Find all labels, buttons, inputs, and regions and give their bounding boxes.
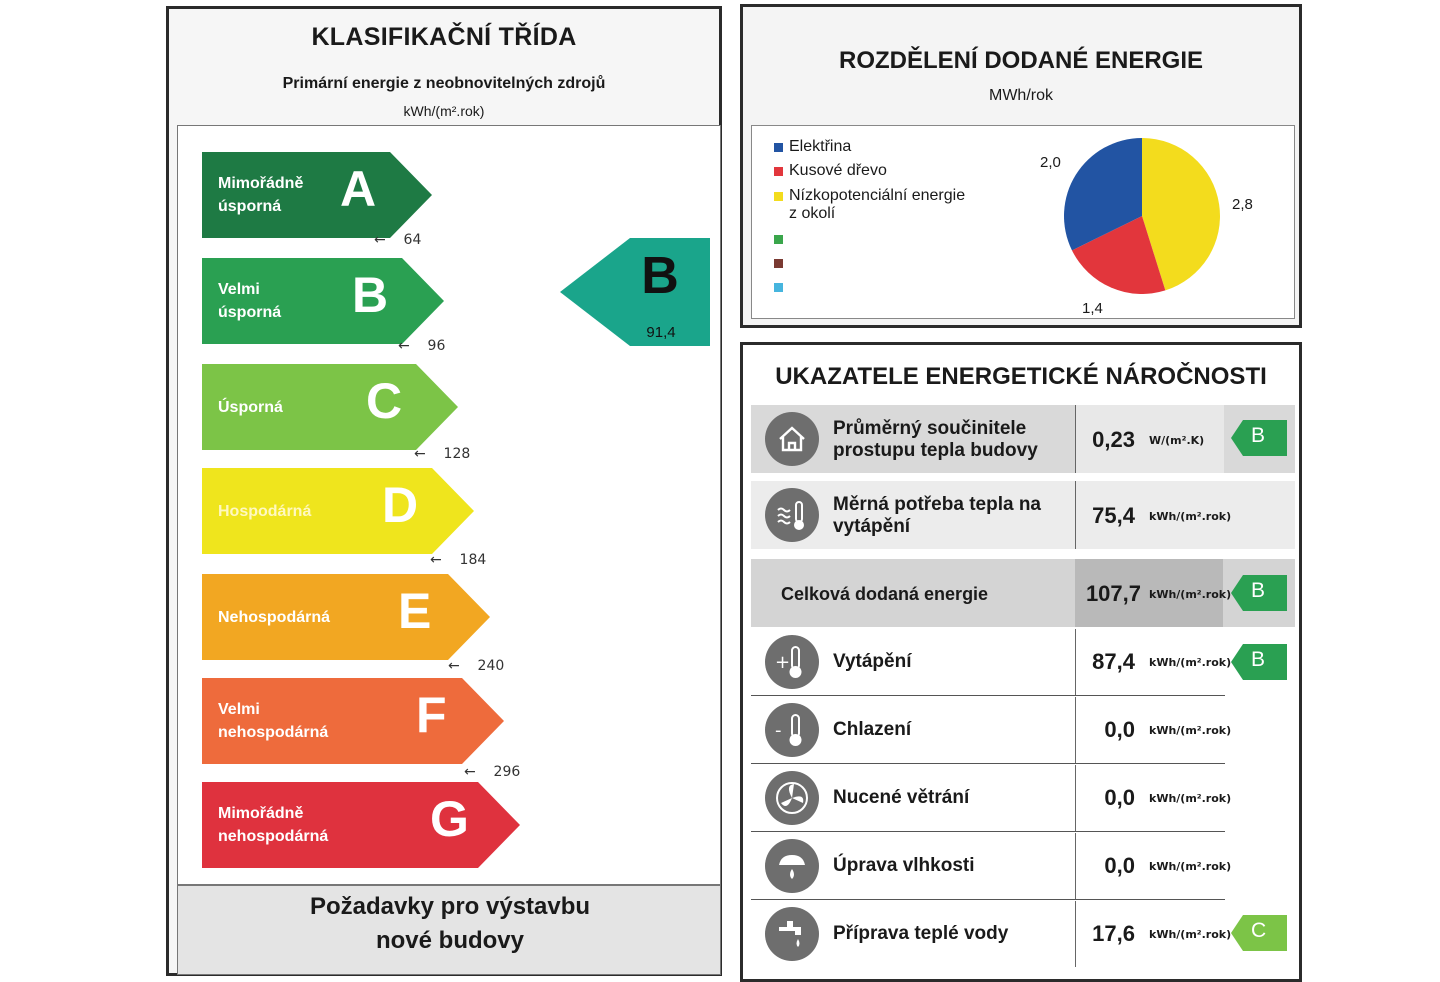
legend-swatch <box>774 235 783 244</box>
indicator-value: 0,0 <box>1104 717 1135 742</box>
indicator-unit: kWh/(m².rok) <box>1149 656 1232 669</box>
indicator-row-hot-water <box>751 901 1295 967</box>
indicator-label: Celková dodaná energie <box>781 584 989 604</box>
band-g-label1: Mimořádně <box>218 805 304 822</box>
indicator-row-cooling <box>751 697 1295 763</box>
indicator-label: Úprava vlhkosti <box>833 855 975 876</box>
indicator-label: Měrná potřeba tepla na <box>833 494 1041 515</box>
legend-label: Nízkopotenciální energie <box>789 187 966 204</box>
legend-swatch <box>774 192 783 201</box>
band-f-limit: ← 296 <box>464 764 521 780</box>
indicator-label: Vytápění <box>833 651 912 672</box>
band-a-letter: A <box>340 161 377 217</box>
humidity-icon <box>765 839 819 893</box>
indicator-row-u-value <box>751 405 1295 473</box>
indicator-label: Příprava teplé vody <box>833 923 1009 944</box>
indicator-value: 17,6 <box>1092 921 1135 946</box>
classification-unit: kWh/(m².rok) <box>403 103 485 119</box>
indicator-badge-letter: C <box>1251 919 1267 942</box>
band-f-label2: nehospodárná <box>218 724 329 741</box>
indicator-value: 107,7 <box>1085 581 1141 606</box>
current-rating-letter: B <box>641 247 679 305</box>
house-icon <box>765 412 819 466</box>
indicator-unit: W/(m².K) <box>1149 434 1205 447</box>
band-c-limit: ← 128 <box>414 446 471 462</box>
band-e-letter: E <box>398 583 432 639</box>
indicator-badge <box>1231 644 1287 680</box>
indicator-label: Průměrný součinitele <box>833 418 1027 439</box>
legend-item <box>774 254 789 268</box>
indicator-label-cont: prostupu tepla budovy <box>833 440 1038 461</box>
indicator-badge-letter: B <box>1251 579 1266 602</box>
legend-label: Kusové dřevo <box>789 162 887 179</box>
legend-label: Elektřina <box>789 138 852 155</box>
legend-item <box>774 278 789 292</box>
pie-label-electricity: 2,0 <box>1040 154 1061 171</box>
band-f-letter: F <box>416 687 447 743</box>
svg-text:-: - <box>775 720 782 741</box>
band-a-label1: Mimořádně <box>218 175 304 192</box>
indicator-unit: kWh/(m².rok) <box>1149 510 1232 523</box>
legend-item <box>774 187 965 223</box>
classification-title: KLASIFIKAČNÍ TŘÍDA <box>311 23 577 51</box>
indicator-unit: kWh/(m².rok) <box>1149 928 1232 941</box>
indicator-unit: kWh/(m².rok) <box>1149 792 1232 805</box>
energy-split-panel <box>740 4 1302 328</box>
band-f-label1: Velmi <box>218 701 260 718</box>
requirements-line1: Požadavky pro výstavbu <box>309 893 591 920</box>
energy-split-title: ROZDĚLENÍ DODANÉ ENERGIE <box>838 47 1204 74</box>
band-g-label2: nehospodárná <box>218 828 329 845</box>
indicator-row-heat-demand <box>751 481 1295 549</box>
indicator-value: 75,4 <box>1092 503 1135 528</box>
legend-swatch <box>774 259 783 268</box>
current-rating-value: 91,4 <box>646 324 676 341</box>
band-c-label1: Úsporná <box>218 398 283 416</box>
band-a-limit: ← 64 <box>374 232 422 248</box>
band-b-label1: Velmi <box>218 281 260 298</box>
indicator-badge <box>1231 420 1287 456</box>
band-g-letter: G <box>430 791 469 847</box>
indicator-value: 87,4 <box>1092 649 1135 674</box>
fan-icon <box>765 771 819 825</box>
indicators-title: UKAZATELE ENERGETICKÉ NÁROČNOSTI <box>775 363 1267 390</box>
band-d-label1: Hospodárná <box>218 502 312 520</box>
indicator-badge <box>1231 575 1287 611</box>
current-rating-arrow <box>560 238 710 346</box>
band-b-letter: B <box>352 267 389 323</box>
legend-swatch <box>774 143 783 152</box>
classification-panel <box>166 6 722 976</box>
legend-swatch <box>774 167 783 176</box>
indicator-row-total-energy <box>751 559 1295 627</box>
band-c-letter: C <box>366 373 403 429</box>
legend-swatch <box>774 283 783 292</box>
indicator-badge <box>1231 915 1287 951</box>
indicator-unit: kWh/(m².rok) <box>1149 724 1232 737</box>
band-b-limit: ← 96 <box>398 338 446 354</box>
indicator-label-cont: vytápění <box>833 516 911 537</box>
pie-label-wood: 1,4 <box>1082 300 1103 317</box>
indicator-label: Nucené větrání <box>833 787 970 808</box>
indicator-row-heating <box>751 629 1295 695</box>
band-d-limit: ← 184 <box>430 552 487 568</box>
band-a-label2: úsporná <box>218 198 282 215</box>
classification-subtitle: Primární energie z neobnovitelných zdrojů <box>282 75 606 92</box>
indicator-badge-letter: B <box>1251 424 1266 447</box>
indicator-row-ventilation <box>751 765 1295 831</box>
indicator-label: Chlazení <box>833 719 912 740</box>
indicator-value: 0,23 <box>1092 427 1135 452</box>
indicator-unit: kWh/(m².rok) <box>1149 588 1232 601</box>
band-b-label2: úsporná <box>218 304 282 321</box>
band-e-label1: Nehospodárná <box>218 608 331 626</box>
svg-text:+: + <box>775 652 791 673</box>
water-tap-icon <box>765 907 819 961</box>
indicator-unit: kWh/(m².rok) <box>1149 860 1232 873</box>
heat-demand-icon <box>765 488 819 542</box>
legend-label-cont: z okolí <box>789 205 836 222</box>
thermometer-plus-icon <box>765 635 819 689</box>
indicator-badge-letter: B <box>1251 648 1266 671</box>
band-e-limit: ← 240 <box>448 658 505 674</box>
legend-item <box>774 162 887 180</box>
requirements-line2: nové budovy <box>375 927 525 954</box>
indicators-panel <box>740 342 1302 982</box>
energy-split-unit: MWh/rok <box>989 87 1053 104</box>
legend-item <box>774 230 789 244</box>
thermometer-minus-icon <box>765 703 819 757</box>
pie-chart-box <box>751 125 1295 319</box>
indicator-row-humidity <box>751 833 1295 899</box>
pie-label-ambient: 2,8 <box>1232 196 1253 213</box>
indicator-value: 0,0 <box>1104 853 1135 878</box>
requirements-box <box>177 885 721 975</box>
band-d-letter: D <box>382 477 419 533</box>
indicator-value: 0,0 <box>1104 785 1135 810</box>
legend-item <box>774 138 851 156</box>
pie-chart <box>1052 134 1232 298</box>
